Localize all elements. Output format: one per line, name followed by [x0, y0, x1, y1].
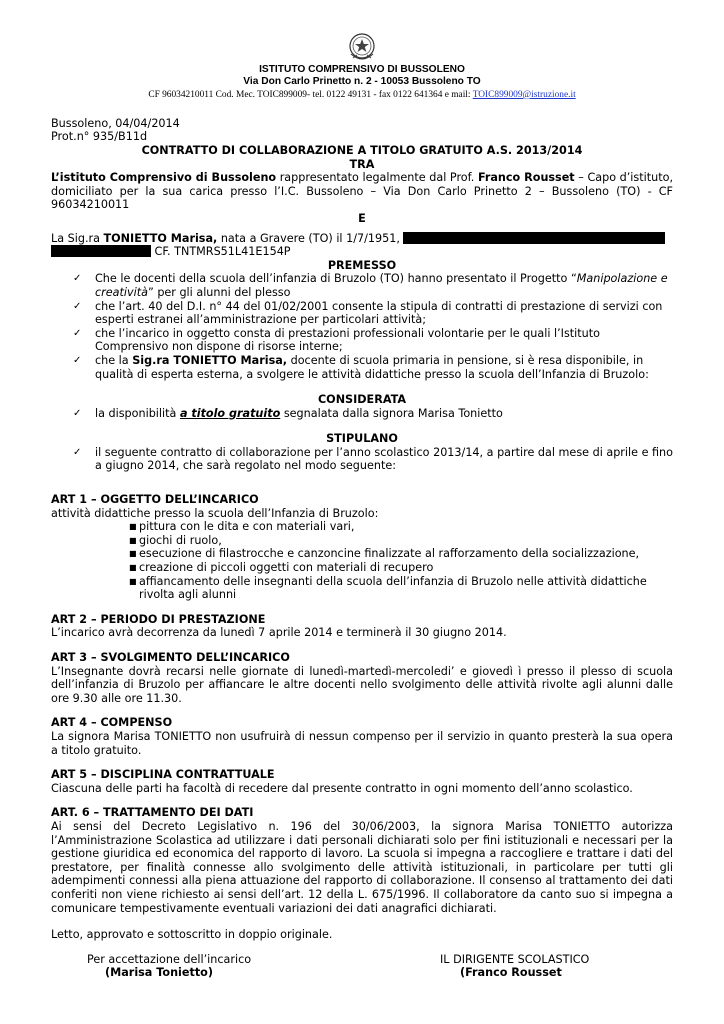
- check-mark-icon: ✓: [73, 327, 82, 339]
- protocol-number: Prot.n° 935/B11d: [51, 130, 148, 144]
- art5-title: ART 5 – DISCIPLINA CONTRATTUALE: [51, 768, 275, 782]
- school-representative: Franco Rousset: [477, 171, 575, 185]
- list-item: ■ pittura con le dita e con materiali vari,: [129, 520, 355, 534]
- acceptance-label: Per accettazione dell’incarico: [87, 952, 252, 966]
- party-school: L’istituto Comprensivo di Bussoleno rappresentato legalmente dal Prof. Franco Rousset – Capo d’istituto, domiciliato per la sua carica presso l’I.C. Bussoleno – Via Don Carlo Prinetto 2 – Bussoleno (TO) - CF 96034210011: [51, 171, 673, 212]
- art2-text: L’incarico avrà decorrenza da lunedì 7 aprile 2014 e terminerà il 30 giugno 2014.: [51, 626, 507, 640]
- collaborator-signature-name: (Marisa Tonietto): [105, 966, 213, 980]
- list-item: ■ esecuzione di filastrocche e canzoncine finalizzate al rafforzamento della socializzazione,: [129, 547, 640, 561]
- italian-republic-emblem-icon: [347, 30, 377, 64]
- considerata-list: [51, 407, 673, 421]
- collaborator-cf: CF. TNTMRS51L41E154P: [151, 245, 291, 259]
- list-item: ✓ che l’incarico in oggetto consta di prestazioni professionali volontarie per le quali l’Istituto Comprensivo non dispone di risorse interne;: [73, 326, 600, 354]
- institute-address: Via Don Carlo Prinetto n. 2 - 10053 Bussoleno TO: [243, 76, 481, 88]
- list-item: ✓ che la Sig.ra TONIETTO Marisa, docente di scuola primaria in pensione, si è resa disponibile, in qualità di esperta esterna, a svolgere le attività didattiche presso la scuola dell’Infanzia di Bruzolo:: [73, 353, 649, 381]
- list-item: ■ giochi di ruolo,: [129, 533, 222, 547]
- art3-text: L’Insegnante dovrà recarsi nelle giornate di lunedì-martedì-mercoledi’ e giovedì ì presso il plesso di scuola dell’infanzia di Bruzolo per affiancare le altre docenti nello svolgimento delle attività rivolte agli alunni dalle ore 9.30 alle ore 11.30.: [51, 664, 673, 705]
- list-item: ✓ il seguente contratto di collaborazione per l’anno scolastico 2013/14, a partire dal mese di aprile e fino a giugno 2014, che sarà regolato nel modo seguente:: [73, 445, 673, 473]
- institute-name: ISTITUTO COMPRENSIVO DI BUSSOLENO: [259, 64, 465, 75]
- check-mark-icon: ✓: [73, 446, 82, 458]
- director-signature-name: (Franco Rousset: [460, 966, 562, 980]
- contract-title: CONTRATTO DI COLLABORAZIONE A TITOLO GRATUITO A.S. 2013/2014: [141, 144, 583, 157]
- tra-heading: TRA: [349, 157, 375, 171]
- collaborator-name: TONIETTO Marisa,: [103, 231, 218, 245]
- signature-block: [51, 953, 673, 983]
- premesso-heading: PREMESSO: [327, 258, 397, 272]
- art4-text: La signora Marisa TONIETTO non usufruirà di nessun compenso per il servizio in quanto presterà la sua opera a titolo gratuito.: [51, 729, 673, 757]
- redacted-block: [51, 245, 151, 257]
- square-bullet-icon: ■: [129, 535, 137, 545]
- email-link[interactable]: TOIC899009@istruzione.it: [472, 89, 576, 100]
- e-heading: E: [358, 211, 366, 225]
- institute-contacts: [51, 89, 673, 101]
- closing-statement: Letto, approvato e sottoscritto in doppio originale.: [51, 928, 333, 942]
- redacted-block: [403, 232, 665, 244]
- art1-title: ART 1 – OGGETTO DELL’INCARICO: [51, 493, 259, 507]
- list-item: ✓ la disponibilità a titolo gratuito segnalata dalla signora Marisa Tonietto: [73, 406, 503, 420]
- list-item: ✓ Che le docenti della scuola dell’infanzia di Bruzolo (TO) hanno presentato il Progetto “Manipolazione e creatività” per gli alunni del plesso: [73, 272, 668, 299]
- document-page: [51, 30, 673, 983]
- square-bullet-icon: ■: [129, 549, 137, 559]
- signature-right: [440, 953, 589, 980]
- contacts-text: CF 96034210011 Cod. Mec. TOIC899009- tel. 0122 49131 - fax 0122 641364 e mail:: [148, 89, 473, 100]
- list-item: ■ creazione di piccoli oggetti con materiali di recupero: [129, 561, 434, 575]
- art3-title: ART 3 – SVOLGIMENTO DELL’INCARICO: [51, 651, 290, 664]
- art2-title: ART 2 – PERIODO DI PRESTAZIONE: [51, 612, 266, 626]
- art6-title: ART. 6 – TRATTAMENTO DEI DATI: [51, 806, 254, 820]
- list-item: ■ affiancamento delle insegnanti della scuola dell’infanzia di Bruzolo nelle attività didattiche rivolta agli alunni: [129, 574, 647, 602]
- party-collaborator: La Sig.ra TONIETTO Marisa, nata a Gravere (TO) il 1/7/1951, CF. TNTMRS51L41E154P: [51, 232, 673, 259]
- art6-text: Ai sensi del Decreto Legislativo n. 196 del 30/06/2003, la signora Marisa TONIETTO autorizza l’Amministrazione Scolastica ad utilizzare i dati personali dichiarati solo per fini istituzionali e necessari per la gestione giuridica ed economica del rapporto di lavoro. La scuola si impegna a raccogliere e trattare i dati del prestatore, per finalità connesse allo svolgimento delle attività istituzionali, in particolare per tutti gli adempimenti connessi alla piena attuazione del rapporto di collaborazione. Il consenso al trattamento dei dati conferiti non viene richiesto ai sensi dell’art. 12 della L. 675/1996. Il collaboratore da canto suo si impegna a comunicare tempestivamente eventuali variazioni dei dati anagrafici dichiarati.: [51, 819, 673, 915]
- check-mark-icon: ✓: [73, 300, 82, 312]
- place-date: Bussoleno, 04/04/2014: [51, 116, 180, 130]
- check-mark-icon: ✓: [73, 354, 82, 366]
- square-bullet-icon: ■: [129, 576, 137, 586]
- director-label: IL DIRIGENTE SCOLASTICO: [440, 952, 590, 966]
- check-mark-icon: ✓: [73, 407, 82, 419]
- stipulano-heading: STIPULANO: [326, 432, 398, 446]
- list-item: ✓ che l’art. 40 del D.I. n° 44 del 01/02/2001 consente la stipula di contratti di prestazione di servizi con esperti estranei all’amministrazione per particolari attività;: [73, 299, 663, 327]
- art5-text: Ciascuna delle parti ha facoltà di recedere dal presente contratto in ogni momento dell’anno scolastico.: [51, 781, 633, 795]
- considerata-heading: CONSIDERATA: [317, 393, 407, 407]
- square-bullet-icon: ■: [129, 563, 137, 573]
- check-mark-icon: ✓: [73, 273, 82, 285]
- premesso-list: [51, 272, 673, 381]
- school-name: L’istituto Comprensivo di Bussoleno: [51, 171, 277, 185]
- stipulano-list: [51, 446, 673, 473]
- art1-intro: attività didattiche presso la scuola dell’Infanzia di Bruzolo:: [51, 506, 379, 520]
- signature-left: [87, 953, 251, 980]
- art1-list: [51, 520, 673, 602]
- square-bullet-icon: ■: [129, 522, 137, 532]
- art4-title: ART 4 – COMPENSO: [51, 716, 173, 730]
